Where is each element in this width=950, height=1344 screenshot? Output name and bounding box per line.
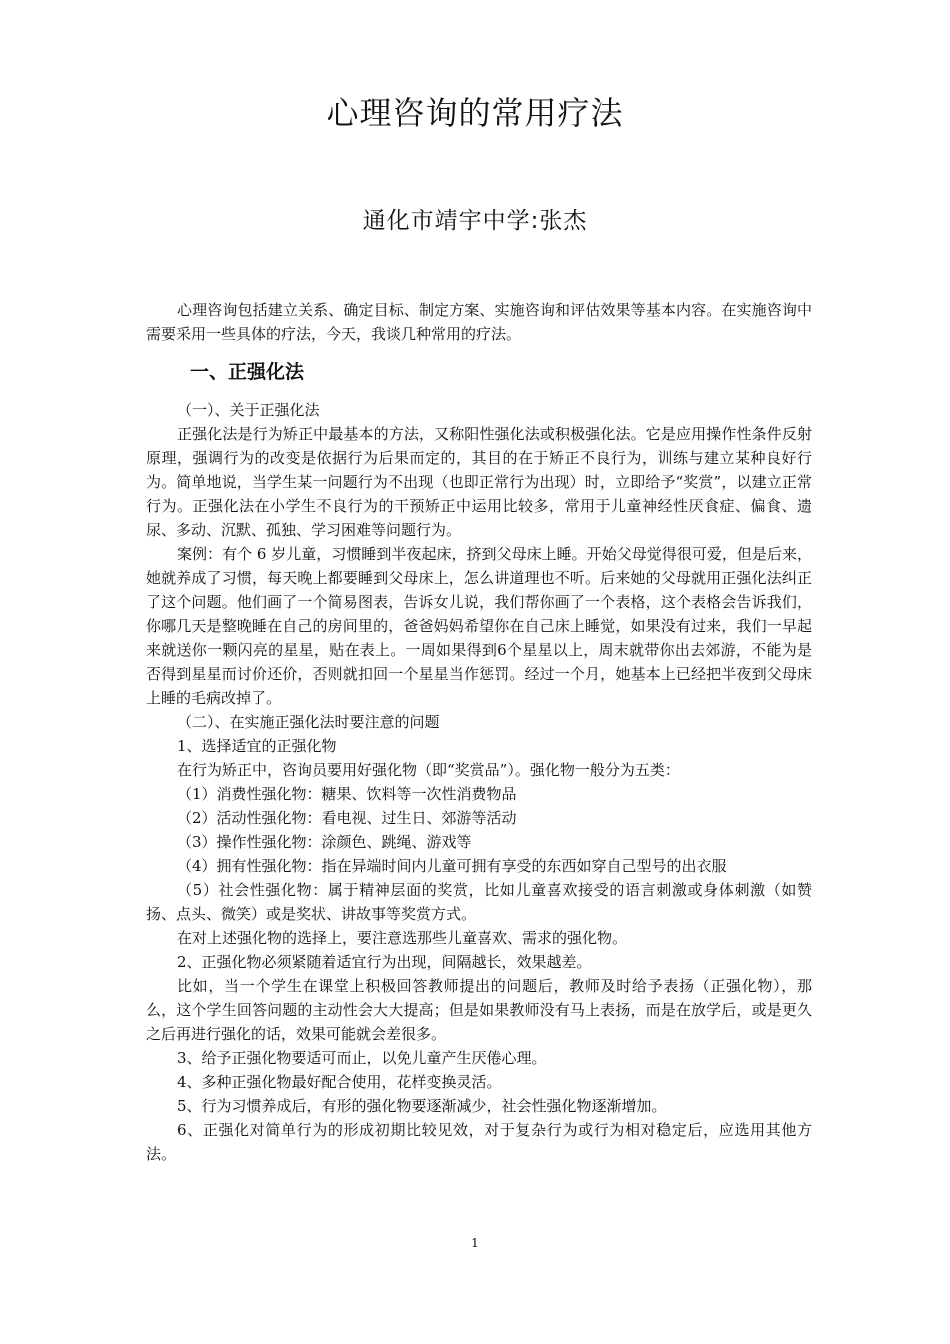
subsection-heading: （二）、在实施正强化法时要注意的问题	[177, 713, 440, 731]
intro-paragraph: 心理咨询包括建立关系、确定目标、制定方案、实施咨询和评估效果等基本内容。在实施咨询中需要采用一些具体的疗法，今天，我谈几种常用的疗法。	[146, 301, 812, 343]
list-item: （5）社会性强化物：属于精神层面的奖赏，比如儿童喜欢接受的语言刺激或身体刺激（如赞扬、点头、微笑）或是奖状、讲故事等奖赏方式。	[146, 881, 812, 923]
body-paragraph: 比如，当一个学生在课堂上积极回答教师提出的问题后，教师及时给予表扬（正强化物），那么，这个学生回答问题的主动性会大大提高；但是如果教师没有马上表扬，而是在放学后，或是更久之后再进行强化的话，效果可能就会差很多。	[146, 977, 812, 1043]
intro-block	[146, 298, 812, 346]
author-line: 通化市靖宇中学:张杰	[362, 208, 588, 234]
list-item: （4）拥有性强化物：指在异端时间内儿童可拥有享受的东西如穿自己型号的出衣服	[177, 857, 727, 875]
numbered-point: 6、正强化对简单行为的形成初期比较见效，对于复杂行为或行为相对稳定后，应选用其他方法。	[146, 1121, 812, 1163]
subsection-heading: （一）、关于正强化法	[177, 401, 320, 419]
numbered-point: 1、选择适宜的正强化物	[177, 737, 337, 755]
numbered-point: 2、正强化物必须紧随着适宜行为出现，间隔越长，效果越差。	[177, 953, 592, 971]
body-paragraph: 在对上述强化物的选择上，要注意选那些儿童喜欢、需求的强化物。	[177, 929, 628, 947]
list-item: （2）活动性强化物：看电视、过生日、郊游等活动	[177, 809, 517, 827]
numbered-point: 4、多种正强化物最好配合使用，花样变换灵活。	[177, 1073, 502, 1091]
section-heading: 一、正强化法	[190, 361, 305, 383]
list-item: （3）操作性强化物：涂颜色、跳绳、游戏等	[177, 833, 472, 851]
body-paragraph: 正强化法是行为矫正中最基本的方法，又称阳性强化法或积极强化法。它是应用操作性条件反射原理，强调行为的改变是依据行为后果而定的，其目的在于矫正不良行为，训练与建立某种良好行为。简单地说，当学生某一问题行为不出现（也即正常行为出现）时，立即给予“奖赏”，以建立正常行为。正强化法在小学生不良行为的干预矫正中运用比较多，常用于儿童神经性厌食症、偏食、遗尿、多动、沉默、孤独、学习困难等问题行为。	[146, 425, 812, 539]
body-paragraph: 在行为矫正中，咨询员要用好强化物（即“奖赏品”）。强化物一般分为五类：	[177, 761, 680, 779]
case-paragraph: 案例：有个 6 岁儿童，习惯睡到半夜起床，挤到父母床上睡。开始父母觉得很可爱，但是后来，她就养成了习惯，每天晚上都要睡到父母床上，怎么讲道理也不听。后来她的父母就用正强化法纠正了这个问题。他们画了一个简易图表，告诉女儿说，我们帮你画了一个表格，这个表格会告诉我们，你哪几天是整晚睡在自己的房间里的，爸爸妈妈希望你在自己床上睡觉，如果没有过来，我们一早起来就送你一颗闪亮的星星，贴在表上。一周如果得到6个星星以上，周末就带你出去郊游，不能为是否得到星星而讨价还价，否则就扣回一个星星当作惩罚。经过一个月，她基本上已经把半夜到父母床上睡的毛病改掉了。	[146, 545, 812, 707]
numbered-point: 3、给予正强化物要适可而止，以免儿童产生厌倦心理。	[177, 1049, 547, 1067]
page-number: 1	[471, 1236, 479, 1250]
numbered-point: 5、行为习惯养成后，有形的强化物要逐渐减少，社会性强化物逐渐增加。	[177, 1097, 667, 1115]
list-item: （1）消费性强化物：糖果、饮料等一次性消费物品	[177, 785, 517, 803]
document-title: 心理咨询的常用疗法	[326, 94, 624, 132]
section-body	[146, 398, 812, 1166]
